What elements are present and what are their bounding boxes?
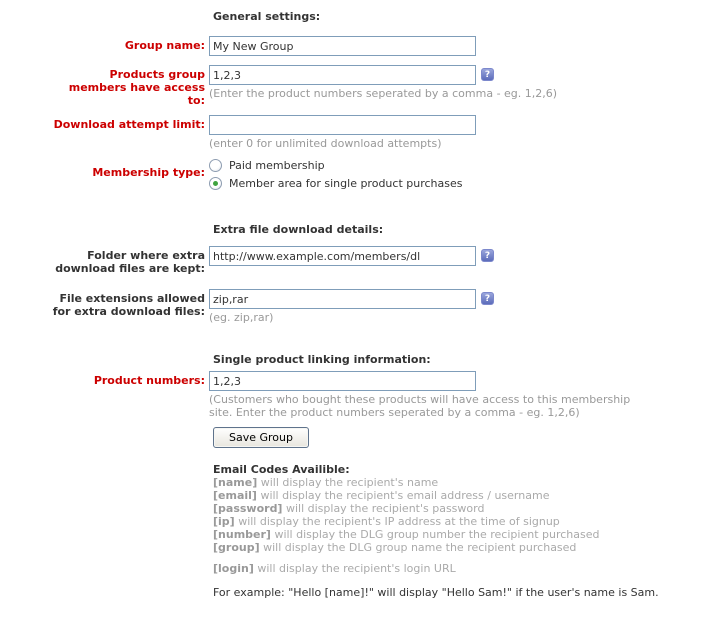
email-codes-example: For example: "Hello [name]!" will display "Hello Sam!" if the user's name is Sam.	[213, 586, 659, 599]
email-code-login: [login]	[213, 562, 254, 575]
products-access-row	[0, 65, 715, 107]
email-code-line	[213, 476, 701, 489]
email-code-desc: will display the recipient's name	[260, 476, 439, 489]
email-codes-heading: Email Codes Availible:	[213, 463, 350, 476]
download-limit-input[interactable]	[209, 115, 476, 135]
email-code-line	[213, 528, 701, 541]
email-code-name: [name]	[213, 476, 258, 489]
email-code-desc: will display the recipient's login URL	[257, 562, 456, 575]
extra-download-heading: Extra file download details:	[213, 223, 384, 236]
folder-row	[0, 246, 715, 275]
download-limit-label: Download attempt limit:	[53, 118, 205, 131]
extensions-row	[0, 289, 715, 324]
product-numbers-label: Product numbers:	[93, 374, 205, 387]
help-icon[interactable]: ?	[481, 249, 494, 262]
membership-type-row	[0, 156, 715, 192]
email-code-line	[213, 541, 701, 554]
extensions-hint: (eg. zip,rar)	[209, 311, 274, 324]
membership-option-single-label: Member area for single product purchases	[229, 176, 463, 190]
email-code-line	[213, 515, 701, 528]
download-limit-hint: (enter 0 for unlimited download attempts)	[209, 137, 442, 150]
email-code-line	[213, 489, 701, 502]
folder-input[interactable]	[209, 246, 476, 266]
product-numbers-row	[0, 371, 715, 419]
extensions-input[interactable]	[209, 289, 476, 309]
settings-form	[0, 10, 715, 599]
email-code-email: [email]	[213, 489, 257, 502]
single-product-heading: Single product linking information:	[213, 353, 431, 366]
membership-option-single[interactable]	[209, 174, 715, 192]
download-limit-row	[0, 115, 715, 150]
membership-type-label: Membership type:	[92, 166, 205, 179]
help-icon[interactable]: ?	[481, 292, 494, 305]
products-access-input[interactable]	[209, 65, 476, 85]
help-icon[interactable]: ?	[481, 68, 494, 81]
radio-button-icon[interactable]	[209, 159, 222, 172]
radio-button-selected-icon[interactable]	[209, 177, 222, 190]
folder-label: Folder where extra download files are kept:	[55, 249, 205, 275]
email-code-desc: will display the recipient's email address / username	[260, 489, 550, 502]
email-code-password: [password]	[213, 502, 283, 515]
email-code-login-line	[213, 562, 701, 575]
product-numbers-hint: (Customers who bought these products will have access to this membership site. Enter the product numbers seperated by a comma - eg. 1,2,6)	[209, 393, 631, 419]
membership-option-paid[interactable]	[209, 156, 715, 174]
products-access-label: Products group members have access to:	[68, 68, 205, 107]
extensions-label: File extensions allowed for extra download files:	[52, 292, 205, 318]
email-codes-section	[213, 463, 701, 599]
group-name-label: Group name:	[124, 39, 205, 52]
save-group-button[interactable]: Save Group	[213, 427, 309, 448]
email-code-group: [group]	[213, 541, 260, 554]
general-settings-heading: General settings:	[213, 10, 321, 23]
email-code-number: [number]	[213, 528, 271, 541]
group-name-row	[0, 36, 715, 56]
email-code-desc: will display the recipient's password	[285, 502, 485, 515]
email-code-desc: will display the DLG group number the recipient purchased	[274, 528, 600, 541]
membership-option-paid-label: Paid membership	[229, 158, 325, 172]
email-code-line	[213, 502, 701, 515]
email-code-ip: [ip]	[213, 515, 235, 528]
products-access-hint: (Enter the product numbers seperated by a comma - eg. 1,2,6)	[209, 87, 558, 100]
group-name-input[interactable]	[209, 36, 476, 56]
email-code-desc: will display the recipient's IP address at the time of signup	[238, 515, 560, 528]
product-numbers-input[interactable]	[209, 371, 476, 391]
email-code-desc: will display the DLG group name the recipient purchased	[263, 541, 577, 554]
